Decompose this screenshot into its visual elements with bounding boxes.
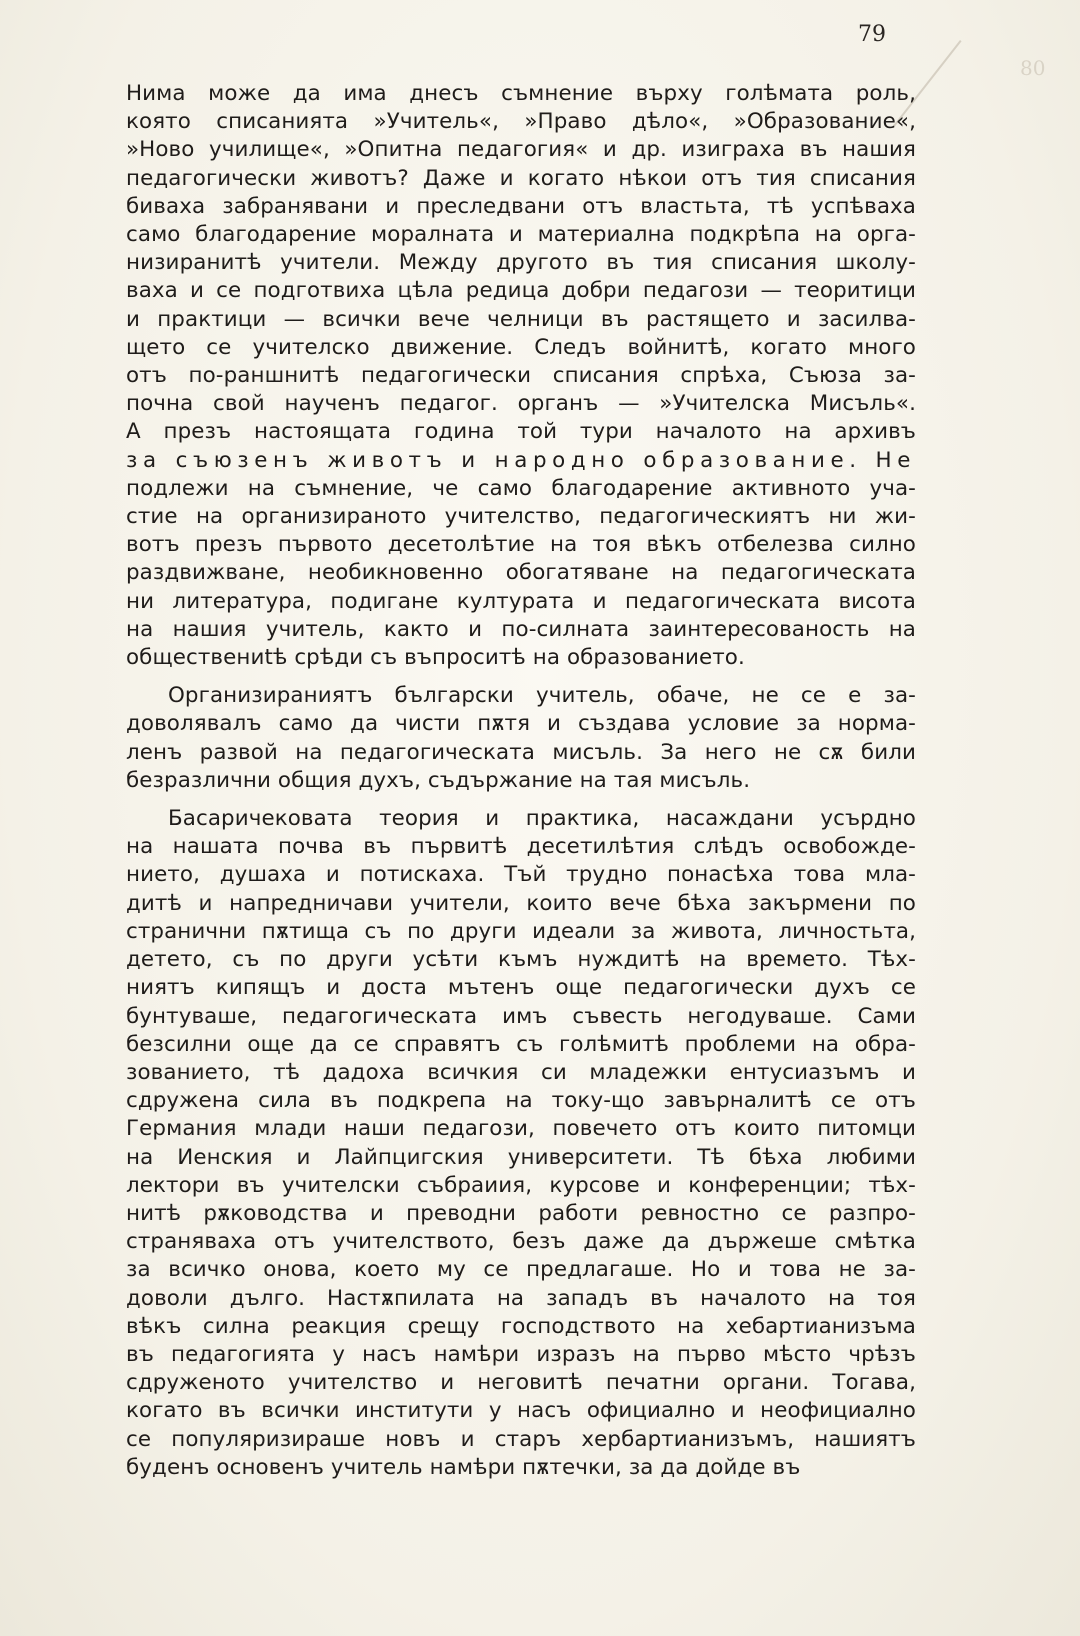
text-line: дитѣ и напредничави учители, които вече бѣха закърмени по [126,890,916,916]
text-line: на Иенския и Лайпцигския университети. Тѣ бѣха любими [126,1144,916,1170]
text-line: на нашата почва въ първитѣ десетилѣтия слѣдъ освобожде- [126,834,916,860]
text-line: когато въ всички институти у насъ официално и неофициално [126,1398,916,1424]
text-line: безразлични общия духъ, съдържание на тая мисъль. [126,767,751,793]
text-line: детето, съ по други усѣти къмъ нуждитѣ на времето. Тѣх- [126,947,916,973]
text-line: Нима може да има днесъ съмнение върху голѣмата роль, [126,81,916,106]
text-line: ваха и се подготвиха цѣла редица добри педагози — теоритици [126,278,916,304]
text-line: вотъ презъ първото десетолѣтие на тоя вѣкъ отбелезва силно [126,532,916,558]
text-line: нитѣ рѫководства и преводни работи ревностно се разпро- [126,1200,916,1226]
text-line: безсилни още да се справятъ съ голѣмитѣ проблеми на обра- [126,1031,916,1057]
text-line: въ педагогията у насъ намѣри изразъ на първо мѣсто чрѣзъ [126,1341,916,1367]
paragraph-1 [126,80,916,672]
text-line: и практици — всички вече челници въ растящето и засилва- [126,306,916,332]
page-number: 79 [858,22,886,47]
text-line: обществениtѣ срѣди съ въпроситѣ на образованието. [126,645,745,671]
text-line: вѣкъ силна реакция срещу господството на хебартианизъма [126,1313,916,1339]
text-line: почна свой наученъ педагог. органъ — »Учителска Мисъль«. [126,391,916,417]
text-line: сдружена сила въ подкрепа на току-що завърналитѣ се отъ [126,1088,916,1114]
text-line: сдруженото учителство и неговитѣ печатни органи. Тогава, [126,1370,916,1396]
text-line: Германия млади наши педагози, повечето отъ които питомци [126,1116,916,1142]
text-line: низиранитѣ учители. Между другото въ тия списания школу- [126,250,916,276]
paragraph-2 [126,682,916,795]
text-line: ниятъ кипящъ и доста мътенъ още педагогически духъ се [126,975,916,1001]
text-line: само благодарение моралната и материална подкрѣпа на орга- [126,222,916,248]
text-line: Басаричековата теория и практика, насаждани усърдно [168,806,916,832]
body-text [126,80,916,1482]
text-line: педагогически животъ? Даже и когато нѣкои отъ тия списания [126,165,916,191]
text-line: нието, душаха и потискаха. Тъй трудно понасѣха това мла- [126,862,916,888]
text-line: Организираниятъ български учитель, обаче, не се е за- [168,683,916,709]
text-line: биваха забранявани и преследвани отъ властьта, тѣ успѣваха [126,193,916,219]
text-line: ленъ развой на педагогическата мисъль. За него не сѫ били [126,739,916,765]
text-line: на нашия учитель, както и по-силната заинтересованость на [126,616,916,642]
text-line: стие на организираното учителство, педагогическиятъ ни жи- [126,504,916,530]
text-line: ни литература, подигане културата и педагогическата висота [126,588,916,614]
text-line: подлежи на съмнение, че само благодарение активното уча- [126,475,916,501]
text-line: отъ по-раншнитѣ педагогически списания спрѣха, Съюза за- [126,363,916,389]
text-line: се популяризираше новъ и старъ хербартианизъмъ, нашиятъ [126,1426,916,1452]
text-line-spaced: за съюзенъ животъ и народно образование. Не [126,447,916,473]
text-line: която списанията »Учитель«, »Право дѣло«, »Образование«, [126,109,916,135]
text-line: доволявалъ само да чисти пѫтя и създава условие за норма- [126,711,916,737]
text-line: щето се учителско движение. Следъ войнитѣ, когато много [126,334,916,360]
text-line: бунтуваше, педагогическата имъ съвесть негодуваше. Сами [126,1003,916,1029]
text-line: »Ново училище«, »Опитна педагогия« и др. изиграха въ нашия [126,137,916,163]
text-line: буденъ основенъ учитель намѣри пѫтечки, за да дойде въ [126,1454,801,1480]
bleed-through-page-number: 80 [1020,56,1046,80]
text-line: странични пѫтища съ по други идеали за живота, личностьта, [126,918,916,944]
text-line: раздвижване, необикновенно обогатяване на педагогическата [126,560,916,586]
text-line: А презъ настоящата година той тури началото на архивъ [126,419,916,445]
paragraph-3 [126,805,916,1482]
text-line: страняваха отъ учителството, безъ даже да държеше смѣтка [126,1229,916,1255]
text-line: зованието, тѣ дадоха всичкия си младежки ентусиазъмъ и [126,1059,916,1085]
text-line: лектори въ учителски събраиия, курсове и конференции; тѣх- [126,1172,916,1198]
text-line: за всичко онова, което му се предлагаше. Но и това не за- [126,1257,916,1283]
text-line: доволи дълго. Настѫпилата на западъ въ началото на тоя [126,1285,916,1311]
